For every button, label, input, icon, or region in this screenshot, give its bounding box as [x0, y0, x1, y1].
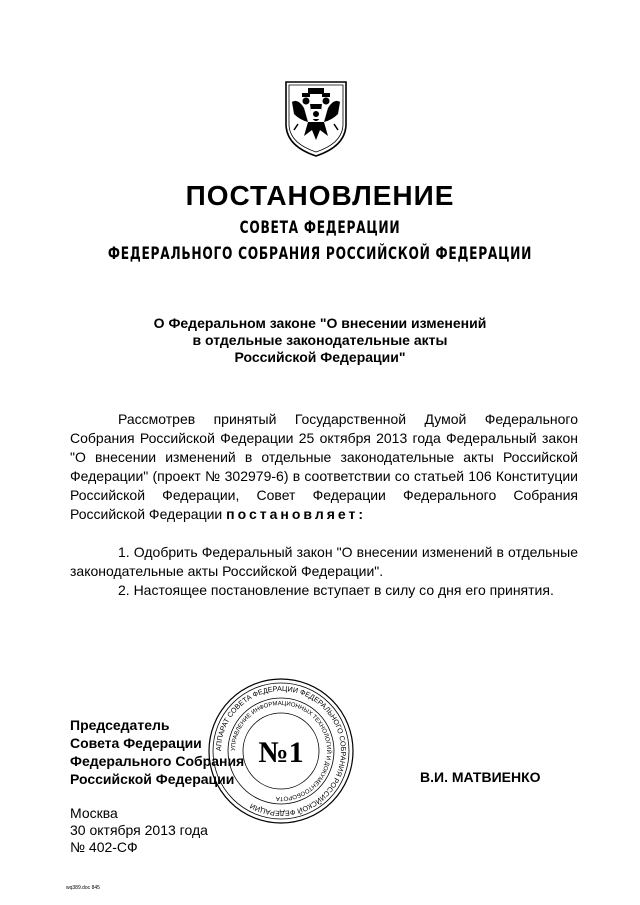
- seal-outer-text: АППАРАТ СОВЕТА ФЕДЕРАЦИИ ФЕДЕРАЛЬНОГО СОБРАНИЯ РОССИЙСКОЙ ФЕДЕРАЦИИ: [213, 683, 349, 819]
- seal-number: №1: [258, 736, 304, 769]
- resolves-keyword: постановляет:: [226, 506, 367, 522]
- signatory-title-line: Совета Федерации: [70, 735, 202, 751]
- place-date-block: [70, 805, 208, 856]
- signatory-title-line: Председатель: [70, 717, 170, 733]
- seal-inner-text: УПРАВЛЕНИЕ ИНФОРМАЦИОННЫХ ТЕХНОЛОГИЙ И ДОКУМЕНТООБОРОТА: [230, 700, 332, 802]
- date: 30 октября 2013 года: [70, 822, 208, 838]
- issuer-line-1: СОВЕТА ФЕДЕРАЦИИ: [239, 218, 401, 238]
- document-body: [70, 410, 578, 600]
- subject-line: в отдельные законодательные акты: [192, 332, 448, 348]
- subject-line: О Федеральном законе "О внесении изменений: [153, 315, 487, 331]
- preamble-paragraph: [70, 410, 578, 524]
- signatory-title-line: Федерального Собрания: [70, 753, 245, 769]
- file-reference: wq389.doc 845: [66, 885, 100, 891]
- official-seal-stamp: [206, 676, 356, 826]
- subject-line: Российской Федерации": [234, 349, 406, 365]
- signatory-name: В.И. МАТВИЕНКО: [420, 769, 541, 785]
- document-title: ПОСТАНОВЛЕНИЕ: [185, 180, 455, 211]
- signatory-title-line: Российской Федерации: [70, 771, 235, 787]
- place: Москва: [70, 805, 118, 821]
- coat-of-arms-icon: [282, 78, 350, 158]
- resolution-item-2: 2. Настоящее постановление вступает в силу со дня его принятия.: [118, 582, 554, 598]
- preamble-text: Рассмотрев принятый Государственной Думой Федерального Собрания Российской Федерации 25 октября 2013 года Федеральный закон "О внесении изменений в отдельные законодательные акты Российской Федерации" (проект № 302979-6) в соответствии со статьей 106 Конституции Российской Федерации, Совет Федерации Федерального Собрания Российской Федерации: [70, 411, 578, 522]
- document-subject: [100, 315, 540, 366]
- document-number: № 402-СФ: [70, 839, 138, 855]
- issuer-line-2: ФЕДЕРАЛЬНОГО СОБРАНИЯ РОССИЙСКОЙ ФЕДЕРАЦИИ: [107, 244, 533, 264]
- resolution-item-1: 1. Одобрить Федеральный закон "О внесении изменений в отдельные законодательные акты Российской Федерации".: [70, 544, 578, 579]
